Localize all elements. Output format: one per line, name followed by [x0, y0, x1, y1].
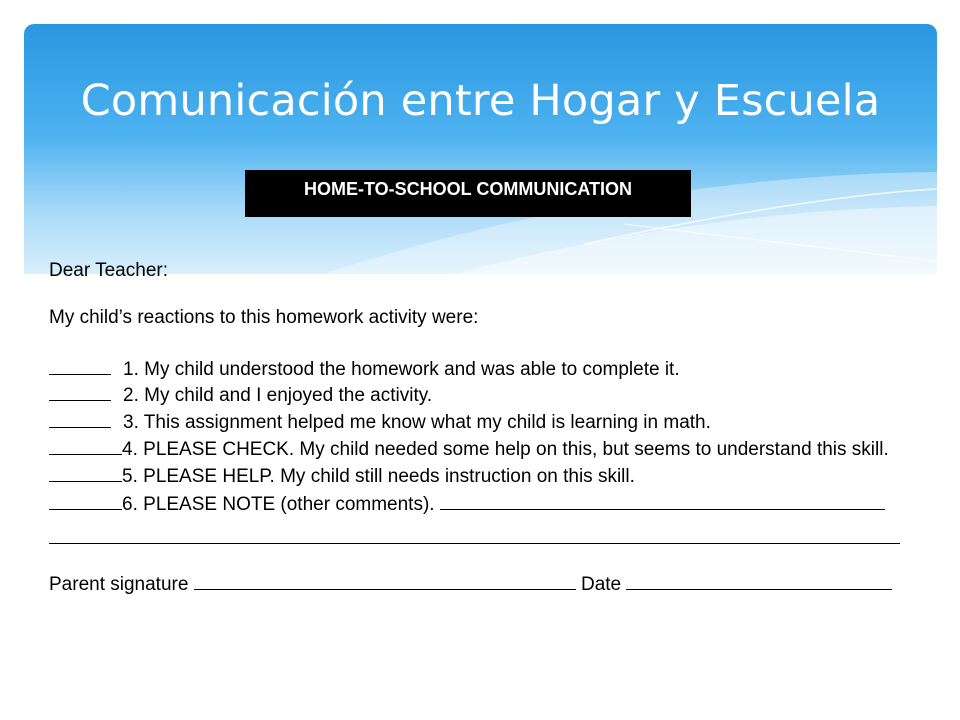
signature-line[interactable] [194, 575, 576, 590]
check-blank[interactable] [49, 495, 122, 510]
check-blank[interactable] [49, 360, 111, 375]
list-item: 3. This assignment helped me know what my child is learning in math. [49, 412, 711, 434]
comments-line[interactable] [440, 495, 885, 510]
slide-title: Comunicación entre Hogar y Escuela [80, 76, 881, 126]
list-item: 4. PLEASE CHECK. My child needed some help on this, but seems to understand this skill. [49, 439, 889, 461]
prompt: My child’s reactions to this homework activity were: [49, 307, 479, 328]
greeting: Dear Teacher: [49, 260, 168, 281]
signature-row [49, 574, 892, 596]
form-banner: HOME-TO-SCHOOL COMMUNICATION [245, 170, 691, 217]
list-item: 1. My child understood the homework and was able to complete it. [49, 359, 680, 381]
check-blank[interactable] [49, 413, 111, 428]
signature-label: Parent signature [49, 574, 189, 595]
date-label: Date [580, 574, 622, 595]
comments-line-2[interactable] [49, 528, 900, 550]
date-line[interactable] [626, 575, 892, 590]
list-item: 2. My child and I enjoyed the activity. [49, 385, 432, 407]
list-item: 6. PLEASE NOTE (other comments). [49, 494, 885, 516]
list-item: 5. PLEASE HELP. My child still needs instruction on this skill. [49, 466, 635, 488]
check-blank[interactable] [49, 440, 122, 455]
check-blank[interactable] [49, 467, 122, 482]
check-blank[interactable] [49, 386, 111, 401]
